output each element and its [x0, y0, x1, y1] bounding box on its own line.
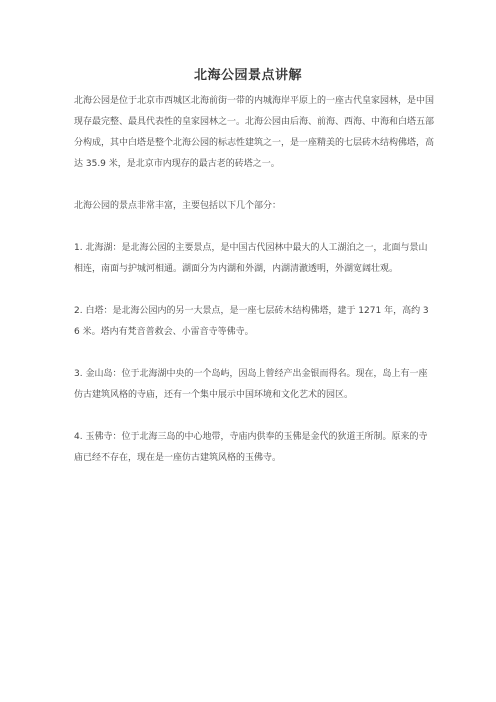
paragraph-item-1: 1. 北海湖：是北海公园的主要景点，是中国古代园林中最大的人工湖泊之一，北面与景山相连，南面与护城河相通。湖面分为内湖和外湖，内湖清澈透明，外湖宽阔壮观。 [74, 243, 428, 274]
paragraph-item-4: 4. 玉佛寺：位于北海三岛的中心地带，寺庙内供奉的玉佛是金代的狄道王所制。原来的寺庙已经不存在，现在是一座仿古建筑风格的玉佛寺。 [74, 432, 428, 463]
paragraph-item-3: 3. 金山岛：位于北海湖中央的一个岛屿，因岛上曾经产出金银而得名。现在，岛上有一座仿古建筑风格的寺庙，还有一个集中展示中国环境和文化艺术的园区。 [74, 369, 428, 400]
document-body [74, 91, 434, 469]
document-title: 北海公园景点讲解 [193, 68, 302, 83]
paragraph-item-2: 2. 白塔：是北海公园内的另一大景点，是一座七层砖木结构佛塔，建于 1271 年，高约 36 米。塔内有梵音普救会、小雷音寺等佛寺。 [74, 306, 429, 337]
paragraph-intro: 北海公园是位于北京市西城区北海前街一带的内城海岸平原上的一座古代皇家园林，是中国现存最完整、最具代表性的皇家园林之一。北海公园由后海、前海、西海、中海和白塔五部分构成，其中白塔是整个北海公园的标志性建筑之一，是一座精美的七层砖木结构佛塔，高达 35.9 米，是北京市内现存的最古老的砖塔之一。 [74, 96, 435, 169]
paragraph-overview: 北海公园的景点非常丰富，主要包括以下几个部分： [74, 201, 282, 211]
